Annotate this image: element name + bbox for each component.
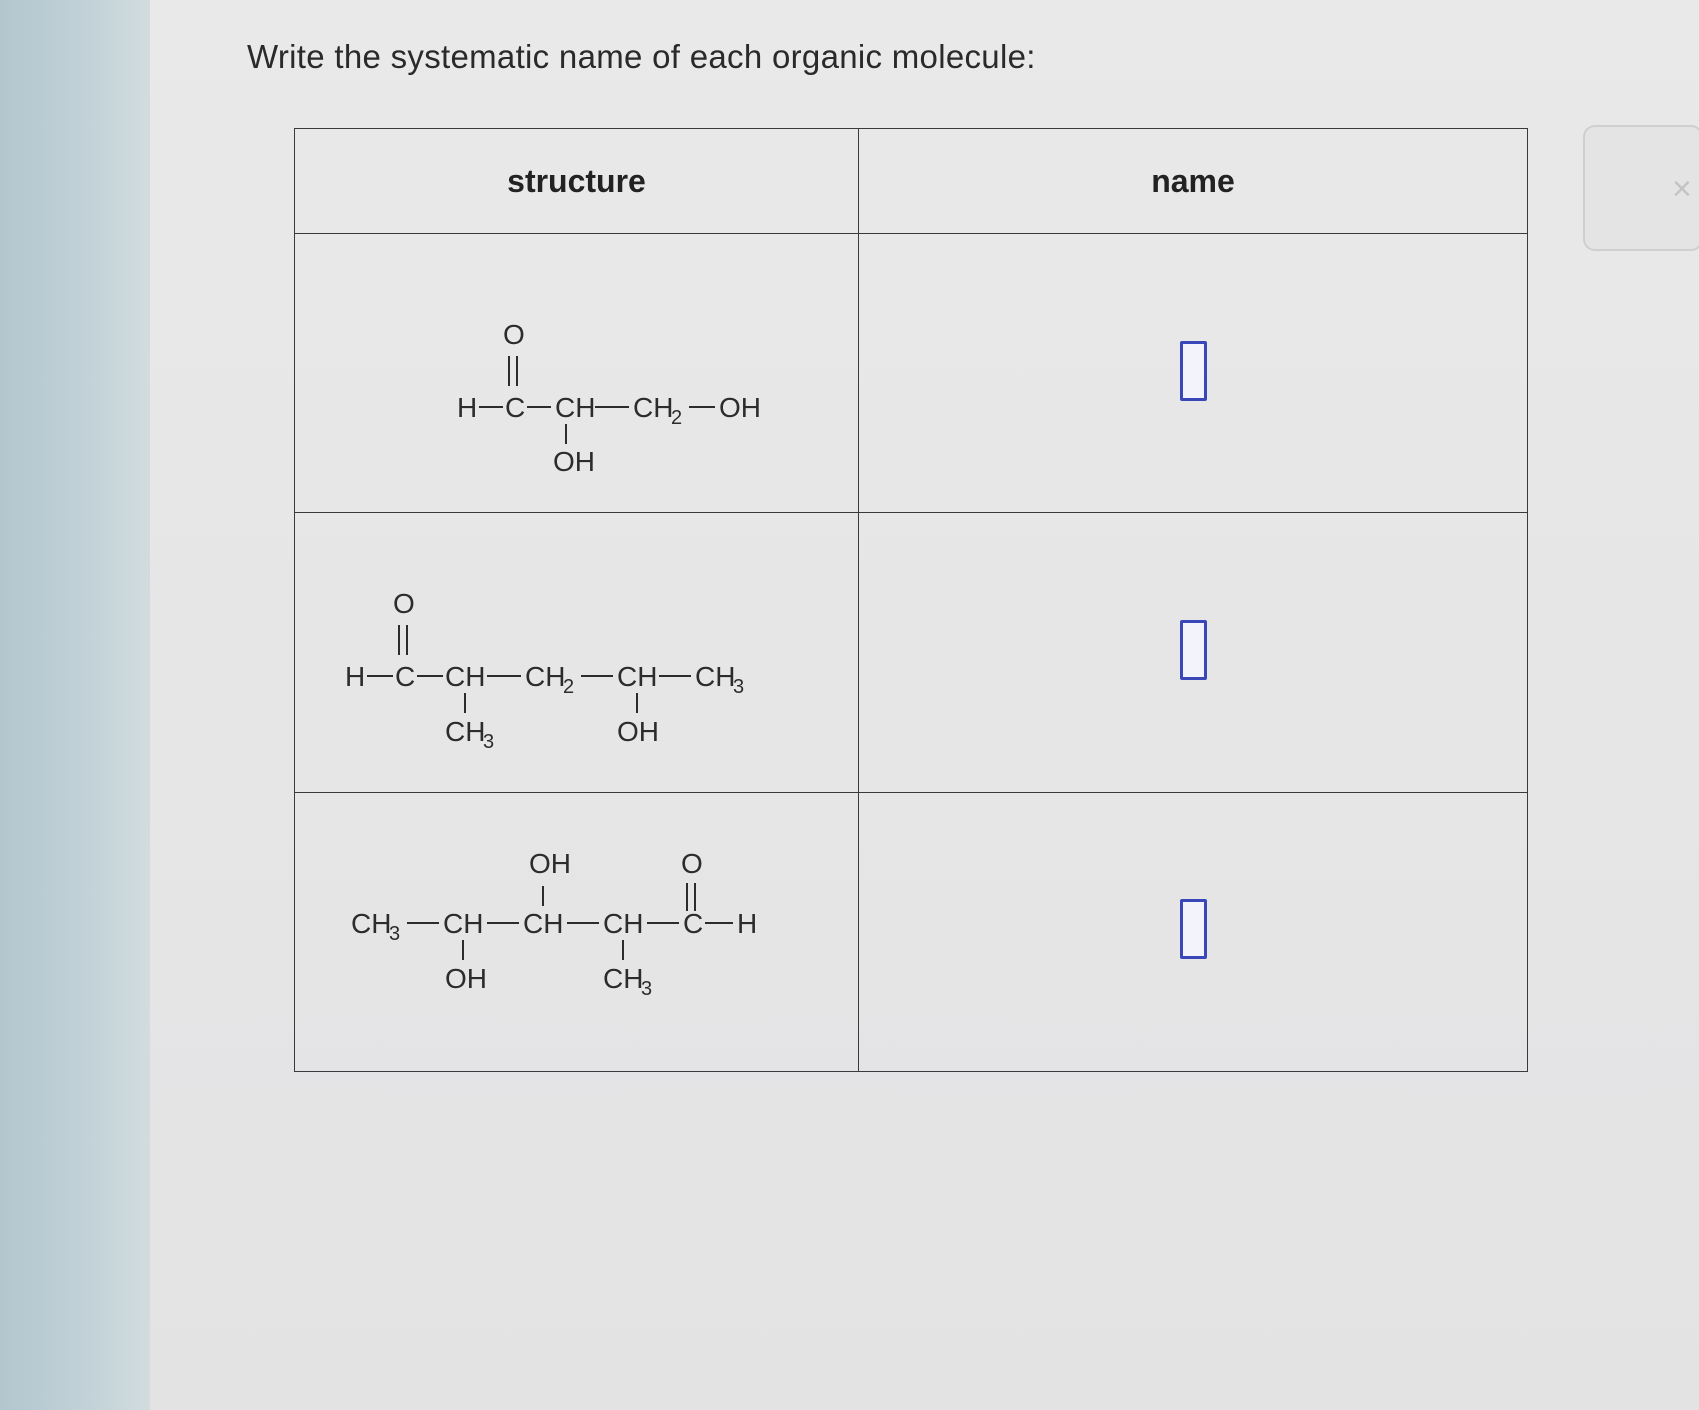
name-cell-3: [859, 792, 1528, 1071]
background-left-strip: [0, 0, 150, 1410]
atom-ch3-start-subscript: 3: [389, 922, 401, 945]
answer-input-1[interactable]: [1180, 341, 1207, 401]
atom-ch-a: CH: [443, 907, 484, 939]
atom-ch3-below: CH: [603, 962, 644, 994]
atom-o-top: O: [393, 588, 415, 620]
atom-ch3-end-subscript: 3: [733, 676, 745, 699]
molecule-1-structure: [295, 234, 859, 512]
table-row: [295, 792, 1528, 1071]
atom-o-top: O: [503, 319, 525, 351]
atom-ch3-start: CH: [351, 907, 392, 939]
table-row: [295, 513, 1528, 792]
atom-ch3-below-subscript: 3: [641, 977, 653, 1000]
table-row: [295, 234, 1528, 513]
column-header-structure: structure: [295, 129, 859, 234]
structure-name-table: [294, 128, 1528, 1072]
atom-ch2-subscript: 2: [563, 676, 575, 699]
answer-input-2[interactable]: [1180, 620, 1207, 680]
atom-ch: CH: [555, 392, 596, 424]
atom-h: H: [457, 392, 478, 424]
close-icon[interactable]: ×: [1672, 170, 1692, 208]
atom-c: C: [683, 907, 704, 939]
atom-c: C: [505, 392, 526, 424]
atom-oh-below: OH: [445, 962, 487, 994]
atom-h: H: [345, 661, 366, 693]
name-cell-2: [859, 513, 1528, 792]
question-prompt: Write the systematic name of each organic molecule:: [247, 38, 1036, 75]
atom-ch-b: CH: [617, 661, 658, 693]
atom-o-top: O: [681, 847, 703, 879]
atom-c: C: [395, 661, 416, 693]
structure-cell-1: [295, 234, 859, 513]
atom-ch3-end: CH: [695, 661, 736, 693]
column-header-name: name: [859, 129, 1528, 234]
atom-ch-a: CH: [445, 661, 486, 693]
atom-ch2: CH: [633, 392, 674, 424]
atom-ch3-below-subscript: 3: [483, 731, 495, 754]
atom-ch-c: CH: [603, 907, 644, 939]
name-cell-1: [859, 234, 1528, 513]
atom-ch2-subscript: 2: [671, 407, 683, 430]
atom-oh-below: OH: [617, 716, 659, 748]
atom-ch-b: CH: [523, 907, 564, 939]
molecule-2-structure: [295, 513, 859, 791]
atom-oh-end: OH: [719, 392, 761, 424]
atom-oh-below: OH: [553, 446, 595, 478]
atom-h: H: [737, 907, 758, 939]
table-header-row: [295, 129, 1528, 234]
molecule-3-structure: [295, 793, 859, 1071]
answer-input-3[interactable]: [1180, 899, 1207, 959]
atom-ch2: CH: [525, 661, 566, 693]
structure-cell-3: [295, 792, 859, 1071]
atom-ch3-below: CH: [445, 716, 486, 748]
structure-cell-2: [295, 513, 859, 792]
atom-oh-above: OH: [529, 847, 571, 879]
